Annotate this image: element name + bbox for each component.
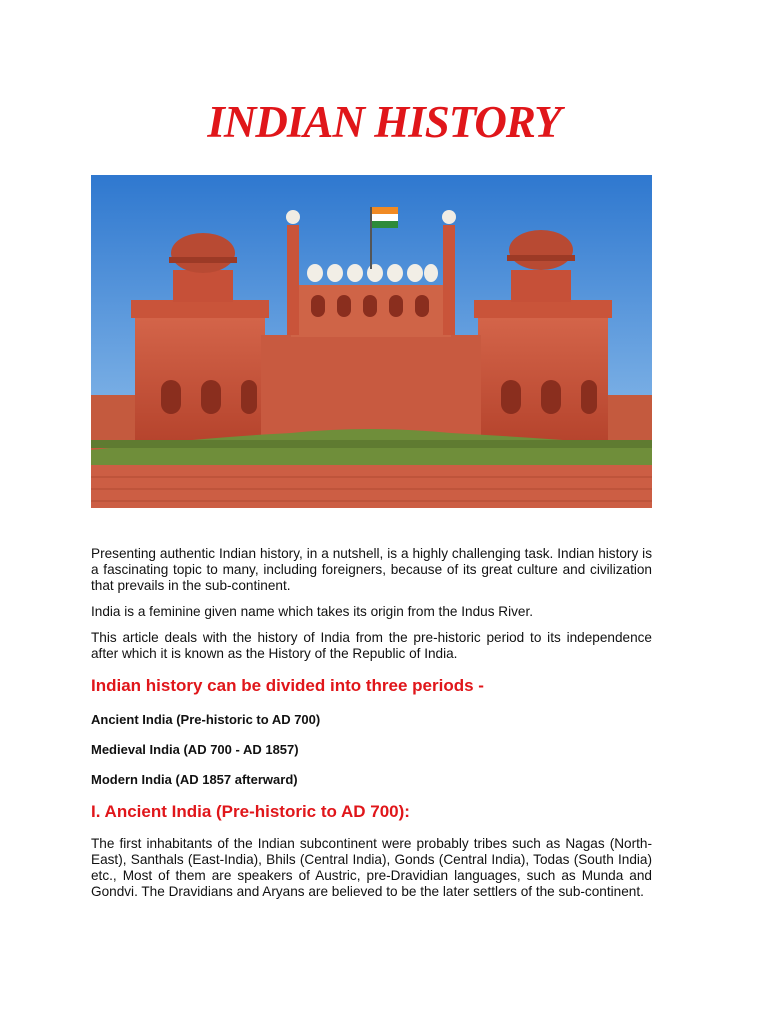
article-body [91, 546, 652, 910]
scope-paragraph: This article deals with the history of India from the pre-historic period to its independence after which it is known as the History of the Republic of India. [91, 630, 652, 661]
name-origin-paragraph: India is a feminine given name which takes its origin from the Indus River. [91, 604, 534, 619]
page-title: INDIAN HISTORY [207, 97, 561, 147]
ancient-india-paragraph: The first inhabitants of the Indian subcontinent were probably tribes such as Nagas (North-East), Santhals (East-India), Bhils (Central India), Gonds (Central India), Todas (South India) etc., Most of them are speakers of Austric, pre-Dravidian languages, such as Munda and Gondvi. The Dravidians and Aryans are believed to be the later settlers of the sub-continent. [91, 836, 652, 899]
period-item-ancient: Ancient India (Pre-historic to AD 700) [91, 712, 321, 727]
period-item-modern: Modern India (AD 1857 afterward) [91, 772, 298, 787]
intro-paragraph: Presenting authentic Indian history, in a nutshell, is a highly challenging task. Indian history is a fascinating topic to many, including foreigners, because of its great culture and civilization that prevails in the sub-continent. [91, 546, 652, 593]
period-item-medieval: Medieval India (AD 700 - AD 1857) [91, 742, 299, 757]
red-fort-image [91, 175, 652, 508]
periods-heading: Indian history can be divided into three periods - [91, 676, 484, 695]
ancient-india-heading: I. Ancient India (Pre-historic to AD 700): [91, 802, 410, 821]
